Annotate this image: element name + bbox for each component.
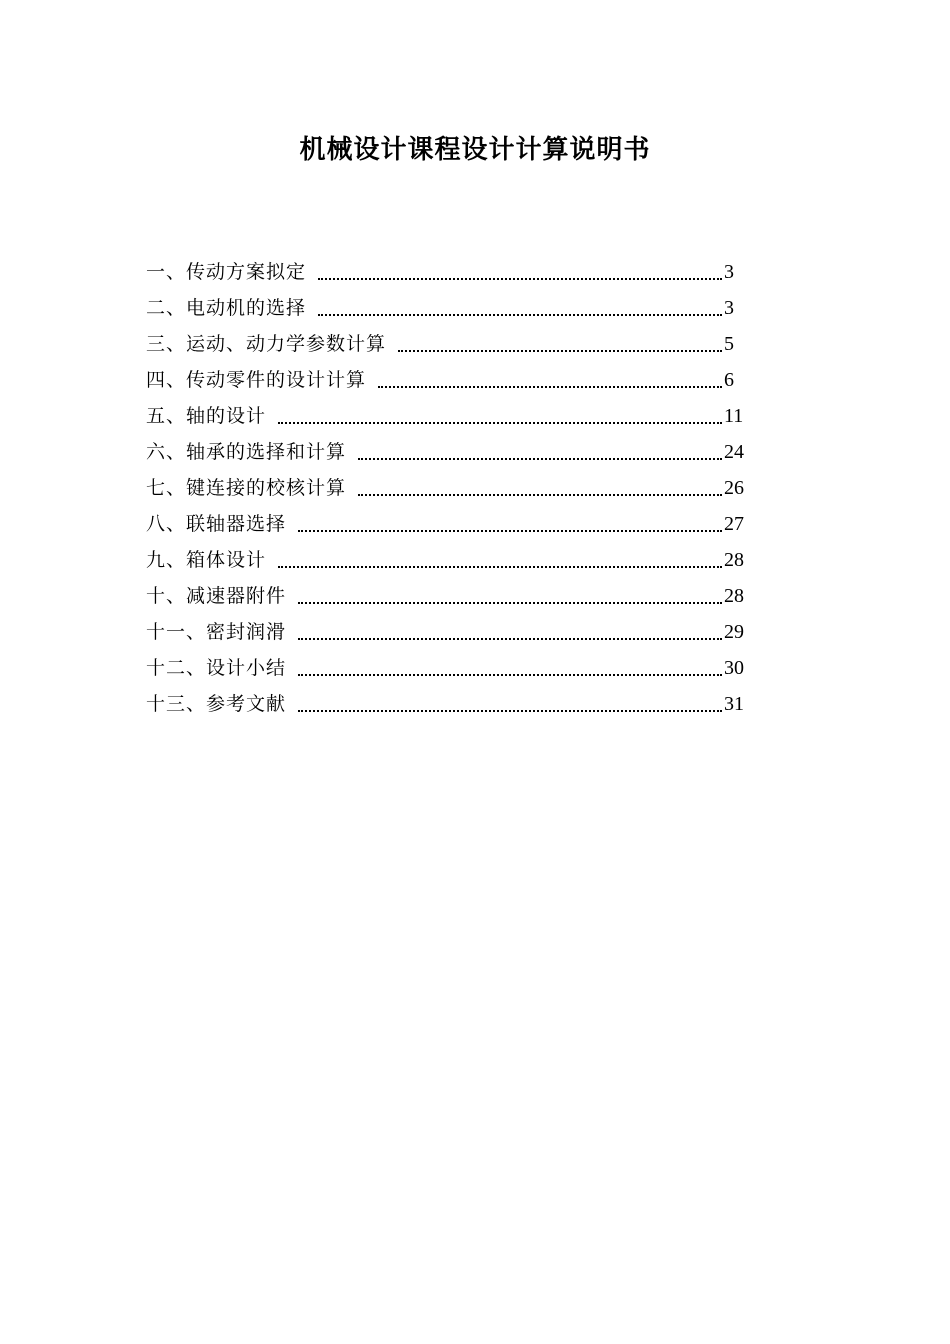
toc-dot-leader [358,458,722,460]
toc-page-number: 24 [724,441,744,463]
toc-entry[interactable] [146,644,750,680]
toc-entry[interactable] [146,428,750,464]
toc-dot-leader [298,638,722,640]
toc-entry-label: 一、传动方案拟定 [146,261,307,283]
toc-dot-leader [298,602,722,604]
toc-dot-leader [298,710,722,712]
toc-page-number: 30 [724,657,744,679]
toc-entry[interactable] [146,356,750,392]
toc-page-number: 27 [724,513,744,535]
toc-entry-label: 二、电动机的选择 [146,297,307,319]
toc-page-number: 11 [724,405,744,427]
toc-entry[interactable] [146,680,750,716]
toc-entry[interactable] [146,284,750,320]
toc-entry-label: 十三、参考文献 [146,693,287,715]
toc-page-number: 26 [724,477,744,499]
toc-entry-label: 十、减速器附件 [146,585,287,607]
toc-entry[interactable] [146,392,750,428]
toc-entry-label: 七、键连接的校核计算 [146,477,347,499]
toc-entry-label: 四、传动零件的设计计算 [146,369,367,391]
toc-entry-label: 五、轴的设计 [146,405,267,427]
toc-entry-label: 十二、设计小结 [146,657,287,679]
table-of-contents [146,248,750,716]
toc-entry[interactable] [146,248,750,284]
toc-entry-label: 九、箱体设计 [146,549,267,571]
toc-entry[interactable] [146,464,750,500]
toc-entry[interactable] [146,500,750,536]
toc-entry-label: 八、联轴器选择 [146,513,287,535]
toc-entry-label: 三、运动、动力学参数计算 [146,333,387,355]
toc-dot-leader [298,674,722,676]
toc-dot-leader [278,422,722,424]
toc-dot-leader [298,530,722,532]
toc-entry[interactable] [146,320,750,356]
toc-page-number: 28 [724,549,744,571]
toc-page-number: 3 [724,261,734,283]
toc-dot-leader [318,314,722,316]
toc-entry[interactable] [146,536,750,572]
toc-page-number: 5 [724,333,734,355]
toc-page-number: 29 [724,621,744,643]
toc-dot-leader [318,278,722,280]
page-title: 机械设计课程设计计算说明书 [299,135,651,165]
toc-dot-leader [398,350,722,352]
toc-dot-leader [378,386,722,388]
toc-page-number: 28 [724,585,744,607]
toc-entry[interactable] [146,572,750,608]
toc-entry-label: 十一、密封润滑 [146,621,287,643]
toc-page-number: 6 [724,369,734,391]
toc-page-number: 31 [724,693,744,715]
toc-entry-label: 六、轴承的选择和计算 [146,441,347,463]
toc-dot-leader [358,494,722,496]
toc-entry[interactable] [146,608,750,644]
toc-page-number: 3 [724,297,734,319]
toc-dot-leader [278,566,722,568]
